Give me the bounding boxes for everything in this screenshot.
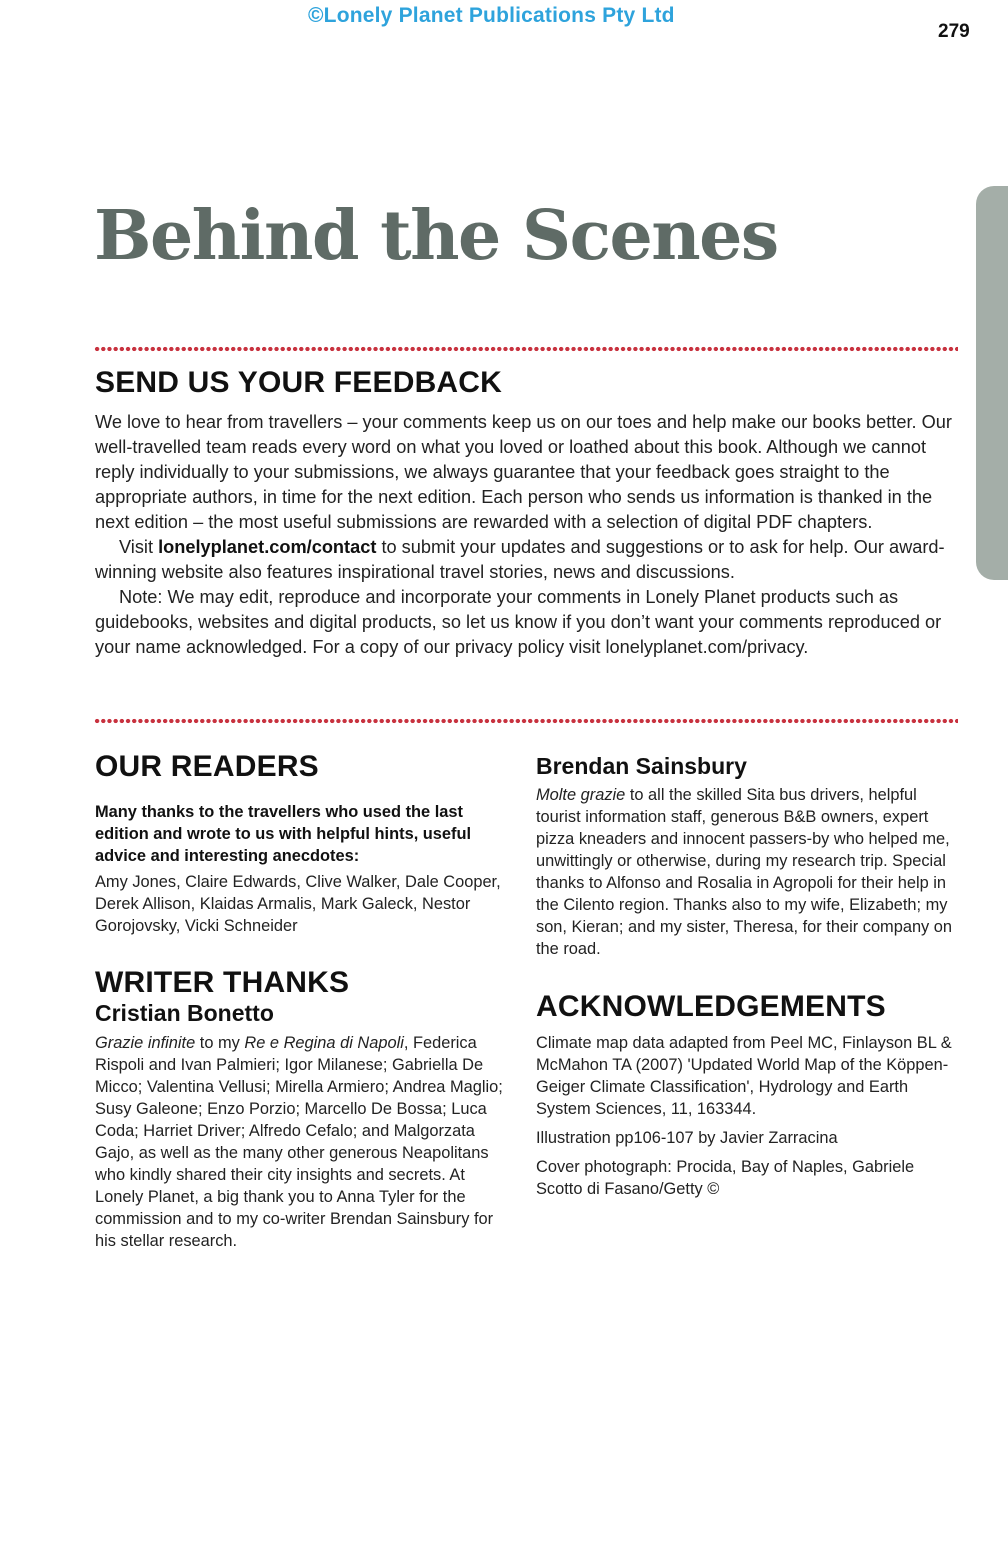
feedback-paragraph-note: Note: We may edit, reproduce and incorporate your comments in Lonely Planet products such as guidebooks, websites and digital products, so let us know if you don’t want your comments reproduced or your name acknowledged. For a copy of our privacy policy visit lonelyplanet.com/privacy. [95, 587, 942, 657]
writer-thanks-text: Grazie infinite to my Re e Regina di Napoli, Federica Rispoli and Ivan Palmieri; Igor Milanese; Gabriella De Micco; Valentina Vellusi; Mirella Armiero; Andrea Maglio; Susy Galeone; Enzo Porzio; Marcello De Bossa; Luca Coda; Harriet Driver; Alfredo Cefalo; and Malgorzata Gajo, as well as the many other generous Neapolitans who kindly shared their city insights and secrets. At Lonely Planet, a big thank you to Anna Tyler for the commission and to my co-writer Brendan Sainsbury for his stellar research. [95, 1034, 503, 1250]
dotted-divider [94, 346, 958, 352]
acknowledgement-item: Illustration pp106-107 by Javier Zarracina [536, 1129, 838, 1147]
chapter-side-tab [976, 186, 1008, 580]
acknowledgement-item: Cover photograph: Procida, Bay of Naples, Gabriele Scotto di Fasano/Getty © [536, 1158, 915, 1198]
feedback-heading: SEND US YOUR FEEDBACK [95, 366, 503, 399]
acknowledgement-item: Climate map data adapted from Peel MC, Finlayson BL & McMahon TA (2007) 'Updated World Map of the Köppen-Geiger Climate Classification', Hydrology and Earth System Sciences, 11, 163344. [536, 1034, 952, 1118]
page-number: 279 [938, 21, 970, 42]
writer-name: Cristian Bonetto [95, 1000, 274, 1026]
dotted-divider [94, 718, 958, 724]
acknowledgements-list [536, 1032, 958, 1207]
copyright-notice: ©Lonely Planet Publications Pty Ltd [308, 4, 675, 27]
feedback-body [95, 410, 957, 660]
readers-names: Amy Jones, Claire Edwards, Clive Walker, Dale Cooper, Derek Allison, Klaidas Armalis, Mark Galeck, Nestor Gorojovsky, Vicki Schneider [95, 873, 501, 935]
acknowledgements-heading: ACKNOWLEDGEMENTS [536, 990, 886, 1023]
writer-name: Brendan Sainsbury [536, 753, 747, 779]
readers-heading: OUR READERS [95, 750, 319, 783]
page-title: Behind the Scenes [94, 196, 778, 276]
contact-link[interactable]: lonelyplanet.com/contact [158, 537, 377, 557]
readers-lead: Many thanks to the travellers who used the last edition and wrote to us with helpful hints, useful advice and interesting anecdotes: [95, 803, 472, 865]
writer-thanks-text: Molte grazie to all the skilled Sita bus drivers, helpful tourist information staff, generous B&B owners, expert pizza kneaders and innocent passers-by who helped me, unwittingly or otherwise, during my research trip. Special thanks to Alfonso and Rosalia in Agropoli for their help in the Cilento region. Thanks also to my wife, Elizabeth; my son, Kieran; and my sister, Theresa, for their company on the road. [536, 786, 953, 958]
feedback-paragraph-contact: Visit lonelyplanet.com/contact to submit your updates and suggestions or to ask for help. Our award-winning website also features inspirational travel stories, news and discussions. [95, 537, 945, 582]
feedback-paragraph: We love to hear from travellers – your comments keep us on our toes and help make our books better. Our well-travelled team reads every word on what you loved or loathed about this book. Although we cannot reply individually to your submissions, we always guarantee that your feedback goes straight to the appropriate authors, in time for the next edition. Each person who sends us information is thanked in the next edition – the most useful submissions are rewarded with a selection of digital PDF chapters. [95, 412, 952, 532]
writer-thanks-heading: WRITER THANKS [95, 966, 350, 999]
